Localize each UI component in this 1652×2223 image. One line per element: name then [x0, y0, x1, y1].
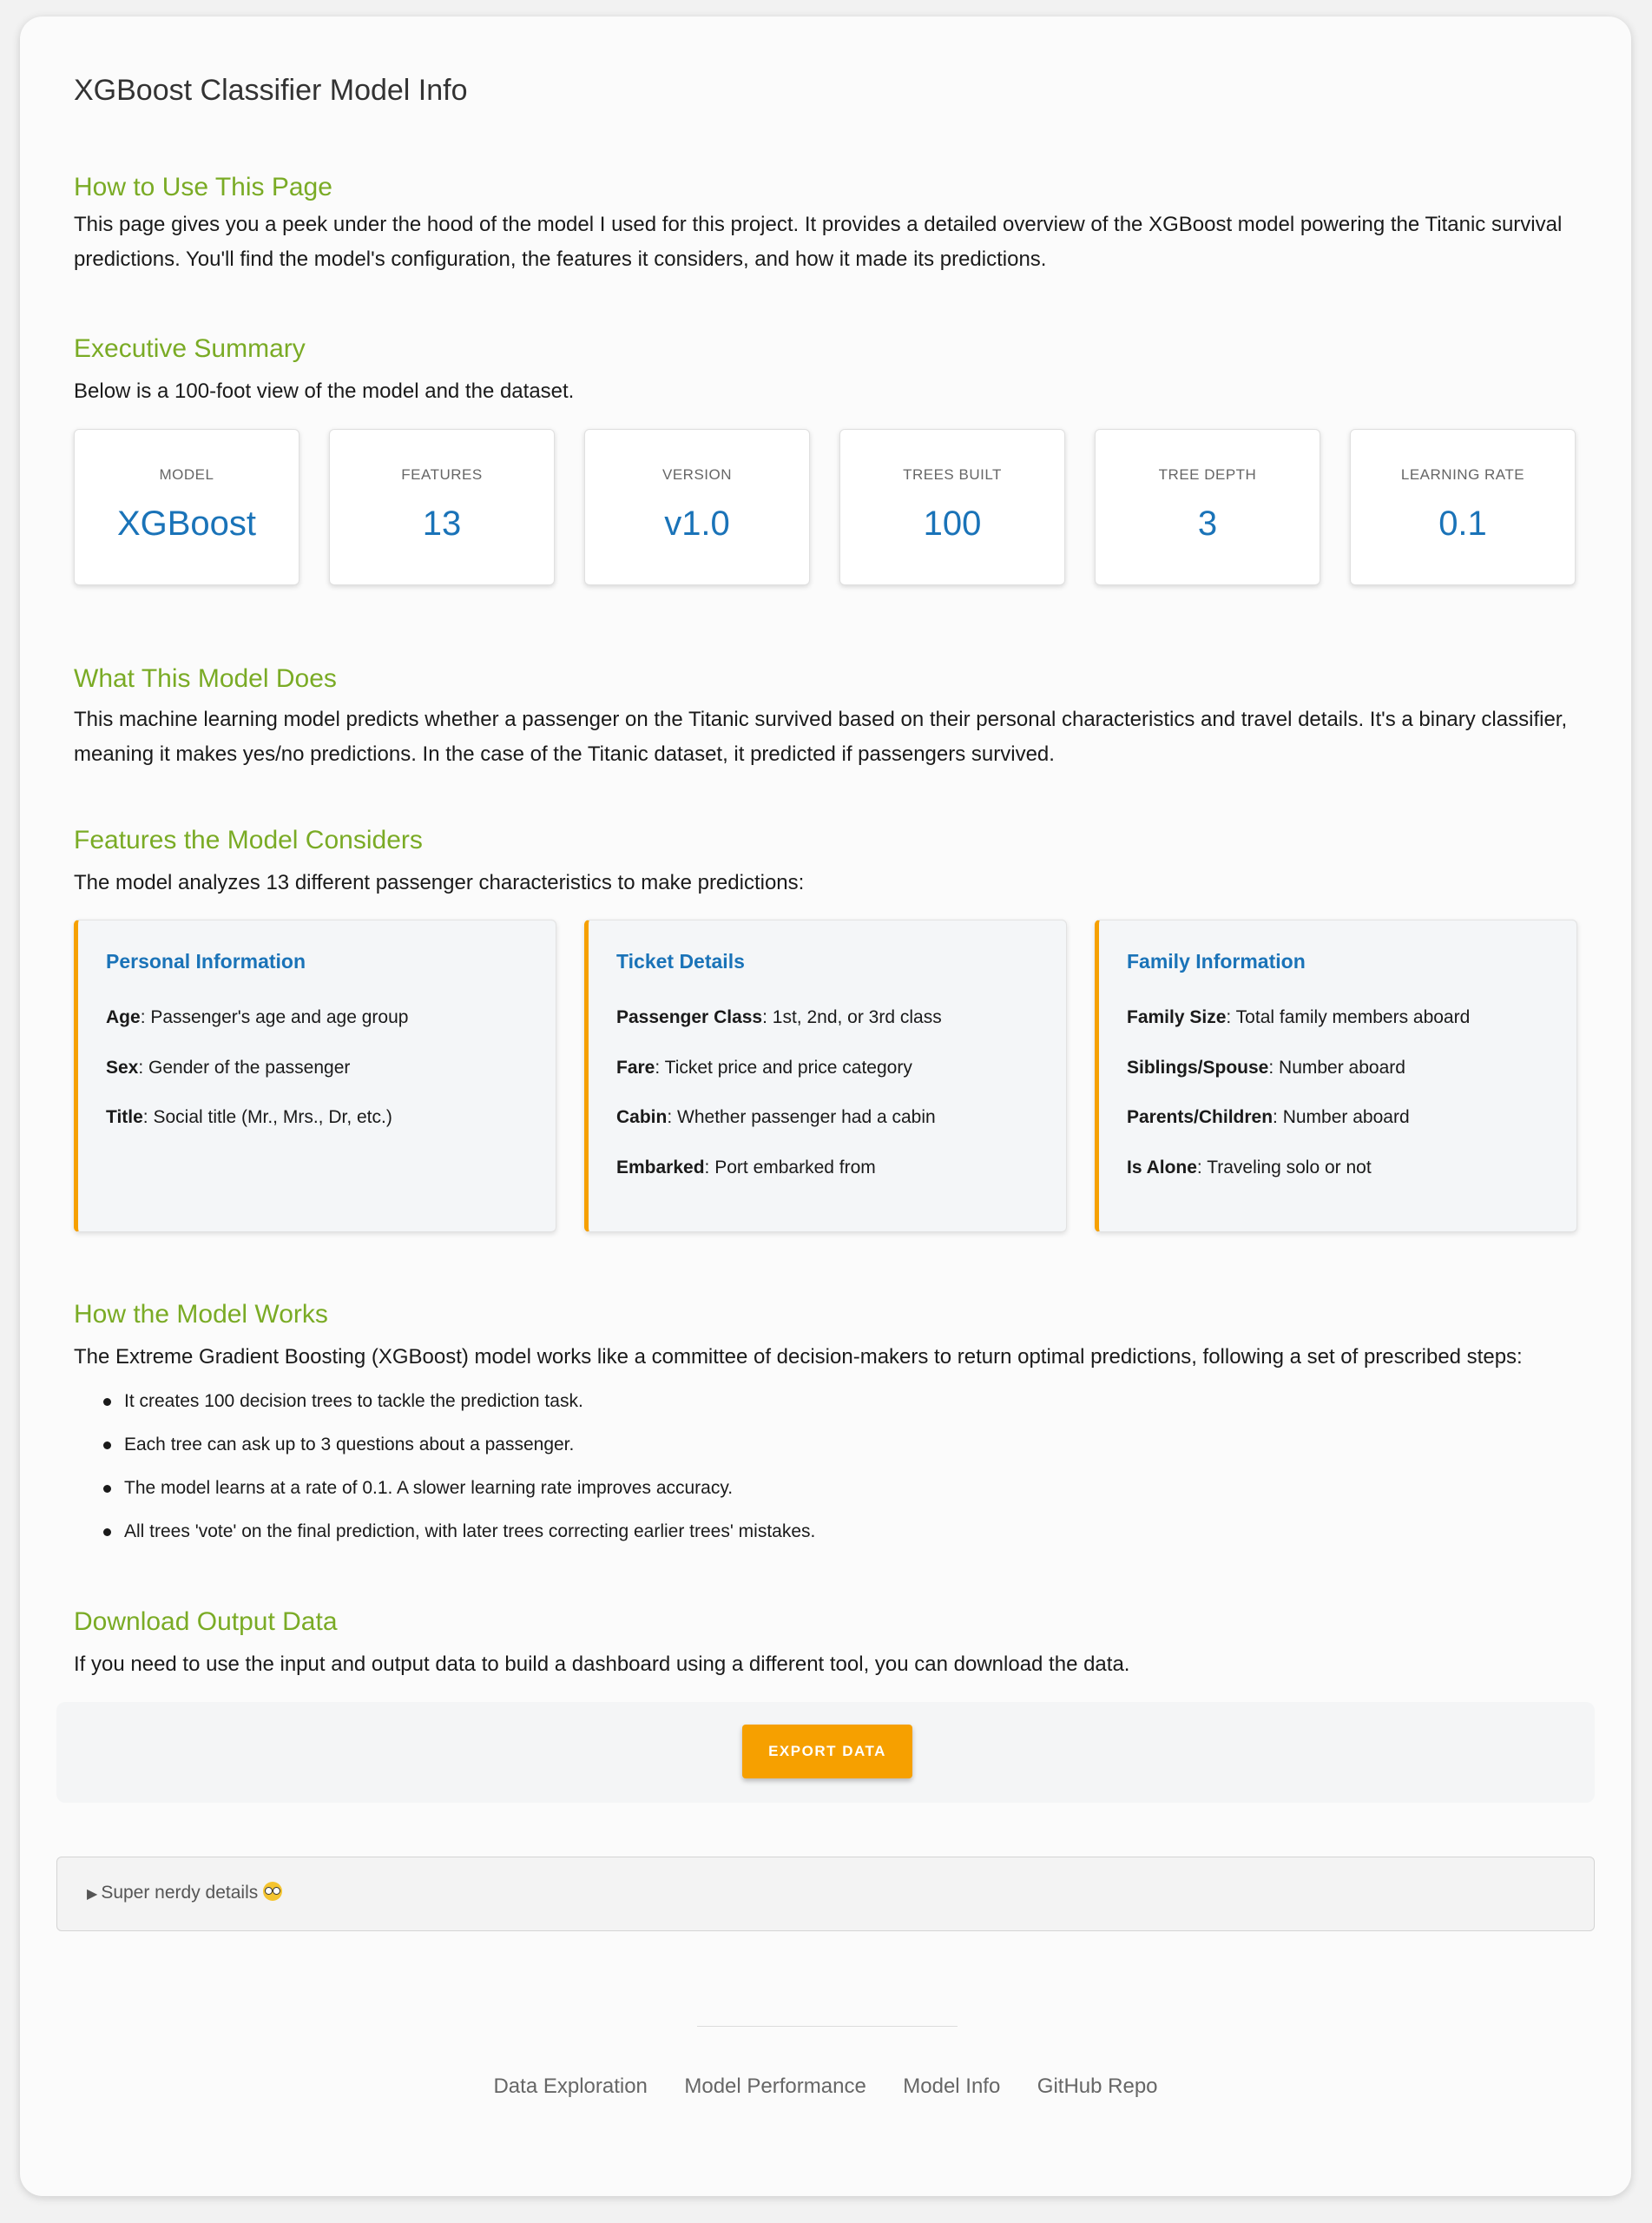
feature-item: Is Alone: Traveling solo or not: [1127, 1158, 1372, 1177]
stat-card-version: [584, 429, 810, 585]
list-item: The model learns at a rate of 0.1. A slower learning rate improves accuracy.: [124, 1475, 815, 1519]
bullet-icon: [103, 1398, 111, 1406]
bullet-icon: [103, 1485, 111, 1493]
features-text: The model analyzes 13 different passenger characteristics to make predictions:: [74, 871, 805, 894]
bullet-icon: [103, 1528, 111, 1536]
stat-value: XGBoost: [116, 505, 257, 543]
feature-item: Sex: Gender of the passenger: [106, 1058, 351, 1078]
feature-card-family: [1095, 920, 1577, 1232]
how-it-works-title: How the Model Works: [74, 1300, 328, 1329]
page-title: XGBoost Classifier Model Info: [74, 74, 468, 107]
feature-card-personal: [74, 920, 556, 1232]
feature-item: Parents/Children: Number aboard: [1127, 1107, 1410, 1127]
details-summary-label: Super nerdy details: [101, 1883, 259, 1903]
footer-link-model-info[interactable]: Model Info: [903, 2075, 1001, 2098]
download-title: Download Output Data: [74, 1607, 338, 1636]
stat-label: TREE DEPTH: [1158, 466, 1257, 483]
footer-divider: [697, 2026, 958, 2027]
what-model-does-title: What This Model Does: [74, 664, 337, 693]
feature-item: Passenger Class: 1st, 2nd, or 3rd class: [616, 1007, 942, 1027]
list-item: It creates 100 decision trees to tackle the prediction task.: [124, 1389, 815, 1432]
nerd-face-icon: [263, 1882, 282, 1901]
stat-value: 0.1: [1438, 505, 1487, 543]
stat-label: FEATURES: [401, 466, 483, 483]
stat-card-model: [74, 429, 299, 585]
feature-item: Family Size: Total family members aboard: [1127, 1007, 1471, 1027]
feature-item: Title: Social title (Mr., Mrs., Dr, etc.): [106, 1107, 392, 1127]
executive-summary-title: Executive Summary: [74, 334, 306, 363]
stat-label: TREES BUILT: [903, 466, 1002, 483]
how-to-use-title: How to Use This Page: [74, 173, 332, 201]
feature-card-title: Ticket Details: [616, 950, 745, 973]
stat-card-trees-built: [839, 429, 1065, 585]
stat-value: 100: [923, 505, 982, 543]
stat-value: 13: [422, 505, 462, 543]
feature-card-title: Personal Information: [106, 950, 306, 973]
executive-summary-text: Below is a 100-foot view of the model and the dataset.: [74, 379, 575, 403]
stat-label: LEARNING RATE: [1400, 466, 1525, 483]
feature-item: Cabin: Whether passenger had a cabin: [616, 1107, 936, 1127]
stat-value: 3: [1197, 505, 1218, 543]
nerdy-details-expander[interactable]: [56, 1857, 1595, 1931]
export-data-button[interactable]: EXPORT DATA: [742, 1725, 912, 1778]
feature-item: Fare: Ticket price and price category: [616, 1058, 912, 1078]
footer-link-github-repo[interactable]: GitHub Repo: [1037, 2075, 1158, 2098]
list-item: Each tree can ask up to 3 questions about a passenger.: [124, 1432, 815, 1475]
triangle-right-icon: ▶: [87, 1887, 98, 1902]
how-to-use-text: This page gives you a peek under the hood of the model I used for this project. It provides a detailed overview of the XGBoost model powering the Titanic survival predictions. You'll find the model's configuration, the features it considers, and how it made its predictions.: [74, 213, 1563, 271]
stat-card-learning-rate: [1350, 429, 1576, 585]
stat-card-features: [329, 429, 555, 585]
feature-card-ticket: [584, 920, 1067, 1232]
feature-item: Age: Passenger's age and age group: [106, 1007, 409, 1027]
list-item: All trees 'vote' on the final prediction, with later trees correcting earlier trees' mistakes.: [124, 1519, 815, 1562]
stat-value: v1.0: [664, 505, 730, 543]
details-summary[interactable]: [87, 1882, 282, 1903]
stat-card-tree-depth: [1095, 429, 1320, 585]
what-model-does-text: This machine learning model predicts whether a passenger on the Titanic survived based on their personal characteristics and travel details. It's a binary classifier, meaning it makes yes/no predictions. In the case of the Titanic dataset, it predicted if passengers survived.: [74, 708, 1568, 766]
footer-nav: [20, 2075, 1631, 2099]
how-it-works-list: [124, 1389, 815, 1562]
feature-item: Siblings/Spouse: Number aboard: [1127, 1058, 1405, 1078]
feature-item: Embarked: Port embarked from: [616, 1158, 876, 1177]
stat-label: MODEL: [159, 466, 214, 483]
bullet-icon: [103, 1441, 111, 1449]
stat-cards: [74, 429, 1584, 587]
feature-card-title: Family Information: [1127, 950, 1306, 973]
how-it-works-text: The Extreme Gradient Boosting (XGBoost) model works like a committee of decision-makers to return optimal predictions, following a set of prescribed steps:: [74, 1345, 1523, 1369]
features-title: Features the Model Considers: [74, 826, 423, 854]
page-container: [20, 16, 1631, 2196]
footer-link-model-performance[interactable]: Model Performance: [684, 2075, 866, 2098]
stat-label: VERSION: [661, 466, 733, 483]
download-text: If you need to use the input and output data to build a dashboard using a different tool, you can download the data.: [74, 1652, 1130, 1676]
export-panel: [56, 1702, 1595, 1803]
footer-link-data-exploration[interactable]: Data Exploration: [493, 2075, 648, 2098]
